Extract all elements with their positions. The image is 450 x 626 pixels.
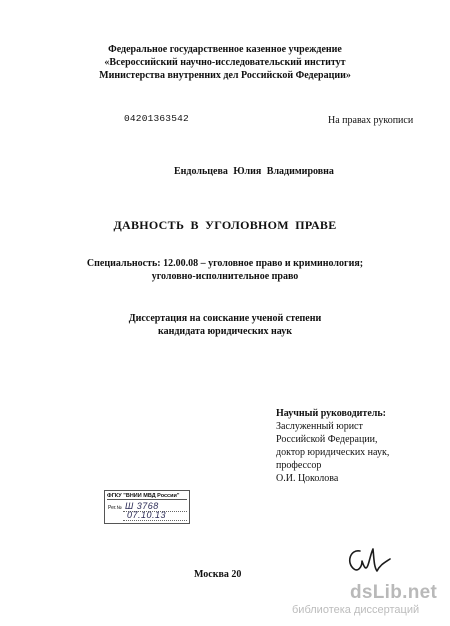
document-code: 04201363542 [124,113,189,124]
supervisor-line-1: Заслуженный юрист [276,421,363,432]
city-year: Москва 20 [194,569,242,580]
stamp-reg-label: Рег.№ [108,505,122,511]
supervisor-block [276,407,389,485]
institution-line-2: «Всероссийский научно-исследовательский институт [104,57,346,68]
stamp-header: ФГКУ "ВНИИ МВД России" [107,493,187,500]
specialty-line-2: уголовно-исполнительное право [151,271,299,282]
supervisor-line-2: Российской Федерации, [276,434,378,445]
watermark-logo: dsLib.net [350,582,438,603]
institution-block [0,43,450,82]
supervisor-line-3: доктор юридических наук, [276,447,390,458]
institution-line-1: Федеральное государственное казенное учреждение [108,44,342,55]
stamp-line [123,520,187,521]
author-name: Ендольцева Юлия Владимировна [174,166,334,177]
watermark-subtitle: библиотека диссертаций [292,604,420,616]
signature-image [340,541,400,581]
specialty-line-1: Специальность: 12.00.08 – уголовное право и криминология; [86,258,364,269]
watermark [292,582,442,622]
supervisor-line-4: профессор [276,460,322,471]
degree-line-1: Диссертация на соискание ученой степени [128,313,322,324]
specialty-block [0,257,450,283]
supervisor-name: О.И. Цоколова [276,473,339,484]
stamp-reg-number: Ш 3768 [125,501,159,511]
manuscript-rights: На правах рукописи [328,115,414,126]
institution-line-3: Министерства внутренних дел Российской Федерации» [99,70,351,81]
dissertation-title: ДАВНОСТЬ В УГОЛОВНОМ ПРАВЕ [113,218,337,232]
supervisor-heading: Научный руководитель: [276,408,386,419]
library-stamp [104,490,190,524]
stamp-date: 07.10.13 [127,510,167,520]
degree-line-2: кандидата юридических наук [158,326,292,337]
degree-block [0,312,450,338]
